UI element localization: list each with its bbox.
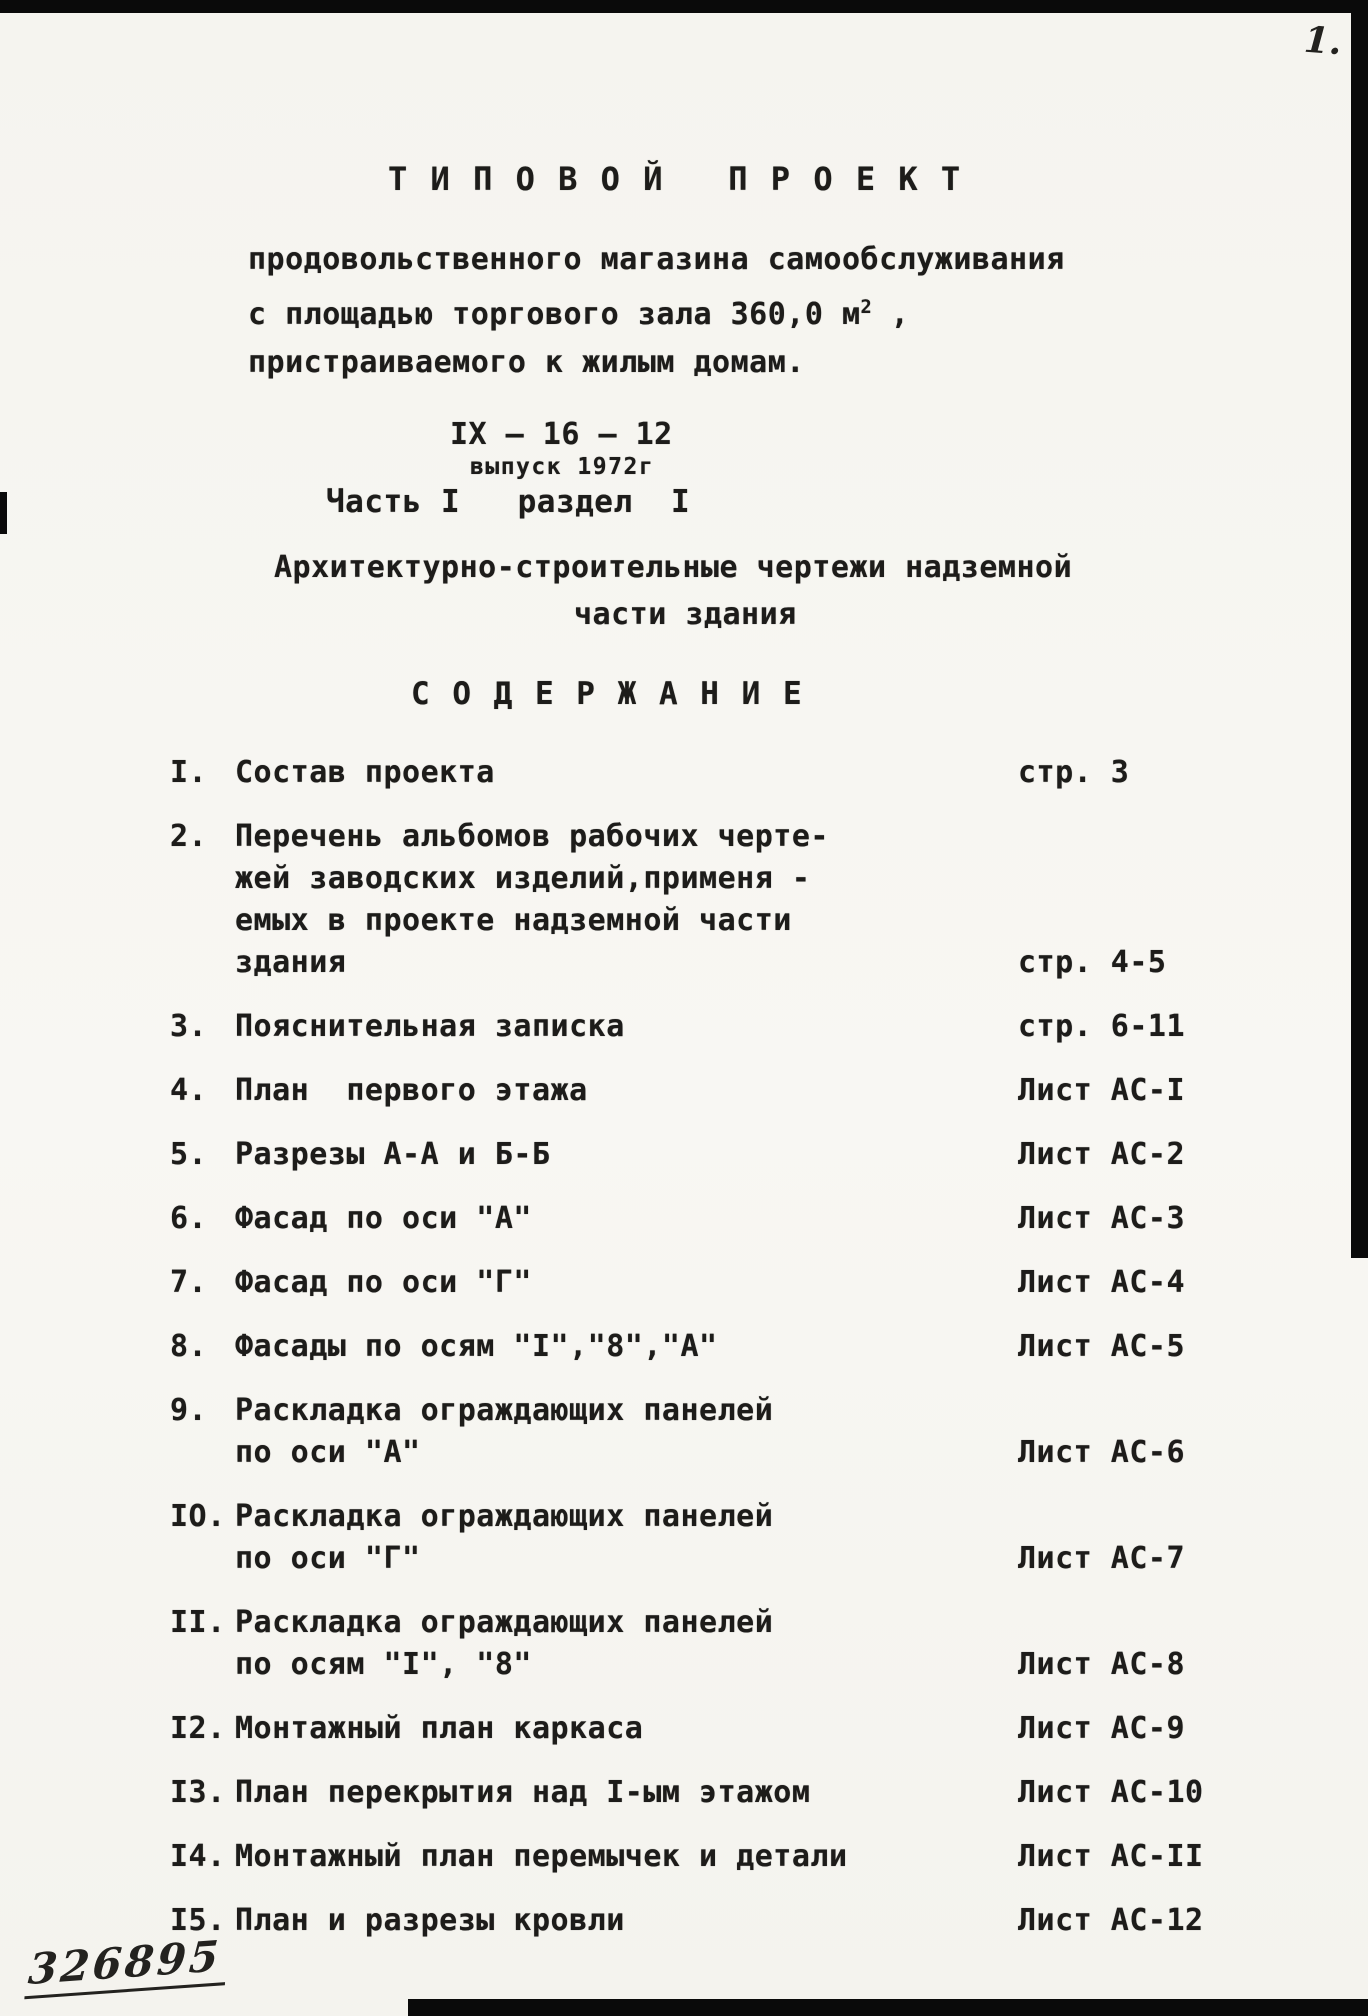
subtitle-area-superscript: 2 <box>860 297 873 318</box>
subtitle-area-text: с площадью торгового зала 360,0 м <box>248 297 861 332</box>
toc-item-text: Перечень альбомов рабочих черте- жей заводских изделий,применя - емых в проекте надземной части здания <box>235 819 829 980</box>
toc-item-ref: Лист АС-5 <box>1018 1329 1186 1364</box>
toc-row <box>170 1900 1233 1942</box>
toc-item-ref: Лист АС-9 <box>1018 1711 1186 1746</box>
contents-heading: С О Д Е Р Ж А Н И Е <box>411 676 804 712</box>
toc-item-ref: Лист АС-8 <box>1018 1647 1186 1682</box>
toc-item-ref: стр. 4-5 <box>1018 945 1167 980</box>
toc-item-ref: Лист АС-4 <box>1018 1265 1186 1300</box>
subtitle-line-1: продовольственного магазина самообслуживания <box>248 242 1065 277</box>
scan-edge-bottom <box>408 1999 1368 2016</box>
toc-row <box>170 1006 1233 1048</box>
toc-item-number: 7. <box>170 1265 208 1300</box>
toc-item-number: I4. <box>170 1839 226 1874</box>
scan-edge-top <box>0 0 1368 13</box>
toc-row <box>170 1708 1233 1750</box>
toc-item-number: 2. <box>170 819 208 854</box>
toc-item-number: 5. <box>170 1137 208 1172</box>
toc-item-text: Состав проекта <box>235 755 495 790</box>
toc-item-ref: Лист АС-II <box>1018 1839 1204 1874</box>
toc-row <box>170 1772 1233 1814</box>
toc-row <box>170 752 1233 794</box>
toc-item-text: План перекрытия над I-ым этажом <box>235 1775 811 1810</box>
toc-item-ref: Лист АС-2 <box>1018 1137 1186 1172</box>
toc-row <box>170 1390 1233 1474</box>
toc-row <box>170 1326 1233 1368</box>
toc-item-text: Фасад по оси "Г" <box>235 1265 532 1300</box>
scan-edge-left-mark <box>0 492 7 534</box>
toc-row <box>170 816 1233 984</box>
toc-item-number: 8. <box>170 1329 208 1364</box>
handwritten-inventory-number: 326895 <box>24 1931 229 1999</box>
section-title-line-2: части здания <box>574 597 797 632</box>
toc-item-text: Раскладка ограждающих панелей по осям "I", "8" <box>235 1605 774 1682</box>
toc-row <box>170 1496 1233 1580</box>
handwritten-page-number: 1. <box>1302 18 1344 64</box>
toc-item-ref: стр. 3 <box>1018 755 1130 790</box>
toc-item-number: I3. <box>170 1775 226 1810</box>
toc-row <box>170 1198 1233 1240</box>
toc-item-number: I2. <box>170 1711 226 1746</box>
document-title: Т И П О В О Й П Р О Е К Т <box>388 160 963 198</box>
toc-item-text: Разрезы А-А и Б-Б <box>235 1137 551 1172</box>
toc-row <box>170 1602 1233 1686</box>
toc-row <box>170 1134 1233 1176</box>
project-code: IX – 16 – 12 <box>450 417 673 452</box>
part-and-section: Часть I раздел I <box>326 484 691 520</box>
issue-year: выпуск 1972г <box>470 454 655 480</box>
subtitle-line-2 <box>248 284 1368 339</box>
toc-list <box>0 752 1368 1942</box>
toc-item-ref: Лист АС-7 <box>1018 1541 1186 1576</box>
document-subtitle <box>248 236 1368 387</box>
toc-item-text: План первого этажа <box>235 1073 588 1108</box>
subtitle-line-3: пристраиваемого к жилым домам. <box>248 345 805 380</box>
toc-row <box>170 1836 1233 1878</box>
toc-item-ref: Лист АС-6 <box>1018 1435 1186 1470</box>
toc-item-text: Пояснительная записка <box>235 1009 625 1044</box>
toc-row <box>170 1262 1233 1304</box>
toc-item-number: 4. <box>170 1073 208 1108</box>
toc-item-text: Монтажный план перемычек и детали <box>235 1839 848 1874</box>
subtitle-area-suffix: , <box>872 297 910 332</box>
toc-item-number: II. <box>170 1605 226 1640</box>
toc-item-text: Фасады по осям "I","8","А" <box>235 1329 718 1364</box>
toc-item-text: Раскладка ограждающих панелей по оси "А" <box>235 1393 774 1470</box>
toc-row <box>170 1070 1233 1112</box>
toc-item-text: Фасад по оси "А" <box>235 1201 532 1236</box>
toc-item-ref: Лист АС-I <box>1018 1073 1186 1108</box>
toc-item-number: 9. <box>170 1393 208 1428</box>
toc-item-ref: стр. 6-11 <box>1018 1009 1186 1044</box>
toc-item-ref: Лист АС-10 <box>1018 1775 1204 1810</box>
scan-edge-right <box>1351 0 1368 1258</box>
toc-item-ref: Лист АС-12 <box>1018 1903 1204 1938</box>
toc-item-number: I5. <box>170 1903 226 1938</box>
toc-item-text: Монтажный план каркаса <box>235 1711 644 1746</box>
toc-item-number: IO. <box>170 1499 226 1534</box>
section-title-line-1: Архитектурно-строительные чертежи надземной <box>274 550 1073 585</box>
toc-item-number: 6. <box>170 1201 208 1236</box>
toc-item-text: План и разрезы кровли <box>235 1903 625 1938</box>
toc-item-ref: Лист АС-3 <box>1018 1201 1186 1236</box>
toc-item-number: I. <box>170 755 208 790</box>
toc-item-text: Раскладка ограждающих панелей по оси "Г" <box>235 1499 774 1576</box>
toc-item-number: 3. <box>170 1009 208 1044</box>
